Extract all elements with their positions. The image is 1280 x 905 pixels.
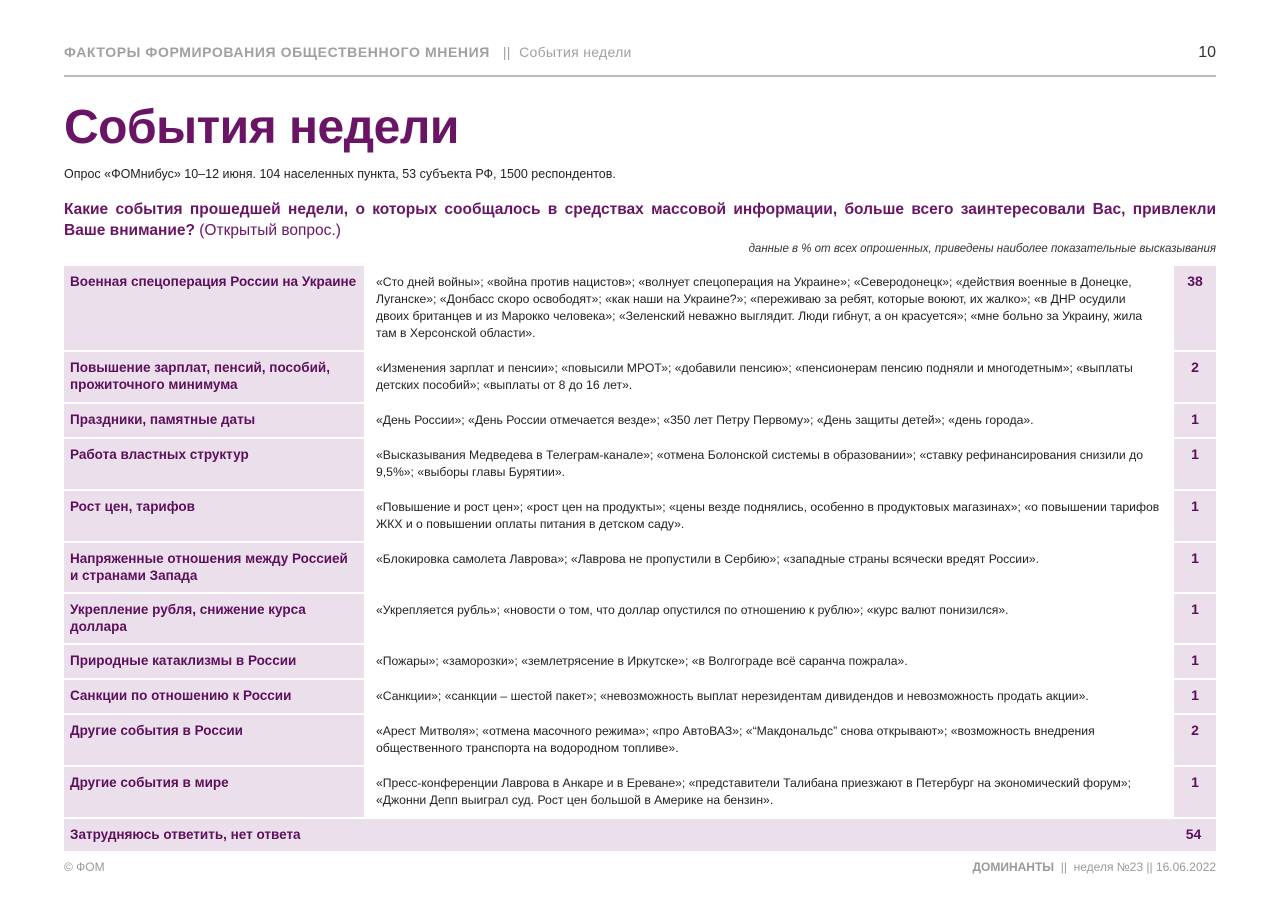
row-value: 1 (1171, 490, 1216, 542)
table-row (64, 351, 1216, 403)
page-title: События недели (64, 101, 459, 154)
row-value: 1 (1171, 438, 1216, 490)
row-category: Рост цен, тарифов (64, 490, 367, 542)
row-category: Военная спецоперация России на Украине (64, 266, 367, 351)
footer-copyright: © ФОМ (64, 860, 105, 874)
row-value: 1 (1171, 403, 1216, 438)
question-text: Какие события прошедшей недели, о которых сообщалось в средствах массовой информации, больше всего заинтересовали Вас, привлекли Ваше внимание? (64, 201, 1216, 239)
row-quotes: «Блокировка самолета Лаврова»; «Лаврова не пропустили в Сербию»; «западные страны всячески вредят России». (367, 542, 1171, 593)
header-section: ФАКТОРЫ ФОРМИРОВАНИЯ ОБЩЕСТВЕННОГО МНЕНИЯ (64, 44, 490, 60)
footer-date: 16.06.2022 (1155, 860, 1216, 874)
row-quotes: «Пожары»; «заморозки»; «землетрясение в Иркутске»; «в Волгограде всё саранча пожрала». (367, 644, 1171, 679)
row-category: Работа властных структур (64, 438, 367, 490)
header-separator: || (502, 44, 511, 60)
footer-issue: неделя №23 (1073, 860, 1144, 874)
table-row (64, 438, 1216, 490)
data-note: данные в % от всех опрошенных, приведены наиболее показательные высказывания (748, 243, 1216, 255)
row-value: 1 (1171, 542, 1216, 593)
table-row (64, 542, 1216, 593)
row-category: Укрепление рубля, снижение курса доллара (64, 593, 367, 644)
row-category: Напряженные отношения между Россией и странами Запада (64, 542, 367, 593)
row-category: Санкции по отношению к России (64, 679, 367, 714)
results-table (64, 266, 1216, 853)
page-number: 10 (1198, 44, 1216, 61)
row-value: 1 (1171, 593, 1216, 644)
table-row (64, 266, 1216, 351)
total-value: 54 (1171, 818, 1216, 852)
survey-info: Опрос «ФОМнибус» 10–12 июня. 104 населенных пункта, 53 субъекта РФ, 1500 респондентов. (64, 167, 616, 181)
row-quotes: «Сто дней войны»; «война против нацистов»; «волнует спецоперация на Украине»; «Северодонецк»; «действия военные в Донецке, Луганске»; «Донбасс скоро освободят»; «как наши на Украине?»; «переживаю за ребят, которые воюют, их жалко»; «в ДНР осудили двоих британцев и из Марокко человека»; «Зеленский неважно выглядит. Люди гибнут, а он красуется»; «мне больно за Украину, жила там в Херсонской области». (367, 266, 1171, 351)
row-value: 1 (1171, 679, 1216, 714)
page-header (64, 44, 1216, 77)
row-quotes: «Укрепляется рубль»; «новости о том, что доллар опустился по отношению к рублю»; «курс валют понизился». (367, 593, 1171, 644)
row-value: 2 (1171, 351, 1216, 403)
row-quotes: «Санкции»; «санкции – шестой пакет»; «невозможность выплат нерезидентам дивидендов и невозможность продать акции». (367, 679, 1171, 714)
row-quotes: «Высказывания Медведева в Телеграм-канале»; «отмена Болонской системы в образовании»; «ставку рефинансирования снизили до 9,5%»; «выборы главы Бурятии». (367, 438, 1171, 490)
footer-separator: || (1060, 860, 1067, 874)
row-value: 38 (1171, 266, 1216, 351)
table-row (64, 403, 1216, 438)
total-row (64, 818, 1216, 852)
row-quotes: «Изменения зарплат и пенсии»; «повысили МРОТ»; «добавили пенсию»; «пенсионерам пенсию подняли и многодетным»; «выплаты детских пособий»; «выплаты от 8 до 16 лет». (367, 351, 1171, 403)
question-note: (Открытый вопрос.) (199, 222, 341, 239)
header-subsection: События недели (519, 44, 632, 60)
table-row (64, 644, 1216, 679)
row-quotes: «День России»; «День России отмечается везде»; «350 лет Петру Первому»; «День защиты детей»; «день города». (367, 403, 1171, 438)
header-section-title (64, 44, 632, 60)
table-row (64, 593, 1216, 644)
row-quotes: «Арест Митволя»; «отмена масочного режима»; «про АвтоВАЗ»; «“Макдональдс” снова открывают»; «возможность внедрения общественного транспорта на водородном топливе». (367, 714, 1171, 766)
row-category: Другие события в мире (64, 766, 367, 818)
footer-separator: || (1146, 860, 1153, 874)
table-row (64, 490, 1216, 542)
row-value: 1 (1171, 644, 1216, 679)
row-quotes: «Пресс-конференции Лаврова в Анкаре и в Ереване»; «представители Талибана приезжают в Петербург на экономический форум»; «Джонни Депп выиграл суд. Рост цен большой в Америке на бензин». (367, 766, 1171, 818)
table-row (64, 766, 1216, 818)
footer-brand: ДОМИНАНТЫ (972, 860, 1055, 874)
row-category: Природные катаклизмы в России (64, 644, 367, 679)
row-value: 2 (1171, 714, 1216, 766)
row-category: Повышение зарплат, пенсий, пособий, прожиточного минимума (64, 351, 367, 403)
row-category: Праздники, памятные даты (64, 403, 367, 438)
row-value: 1 (1171, 766, 1216, 818)
survey-question (64, 199, 1216, 241)
total-category: Затрудняюсь ответить, нет ответа (64, 818, 1171, 852)
row-category: Другие события в России (64, 714, 367, 766)
table-row (64, 679, 1216, 714)
footer-info (972, 860, 1216, 874)
row-quotes: «Повышение и рост цен»; «рост цен на продукты»; «цены везде поднялись, особенно в продуктовых магазинах»; «о повышении тарифов ЖКХ и о повышении оплаты питания в детском саду». (367, 490, 1171, 542)
table-row (64, 714, 1216, 766)
